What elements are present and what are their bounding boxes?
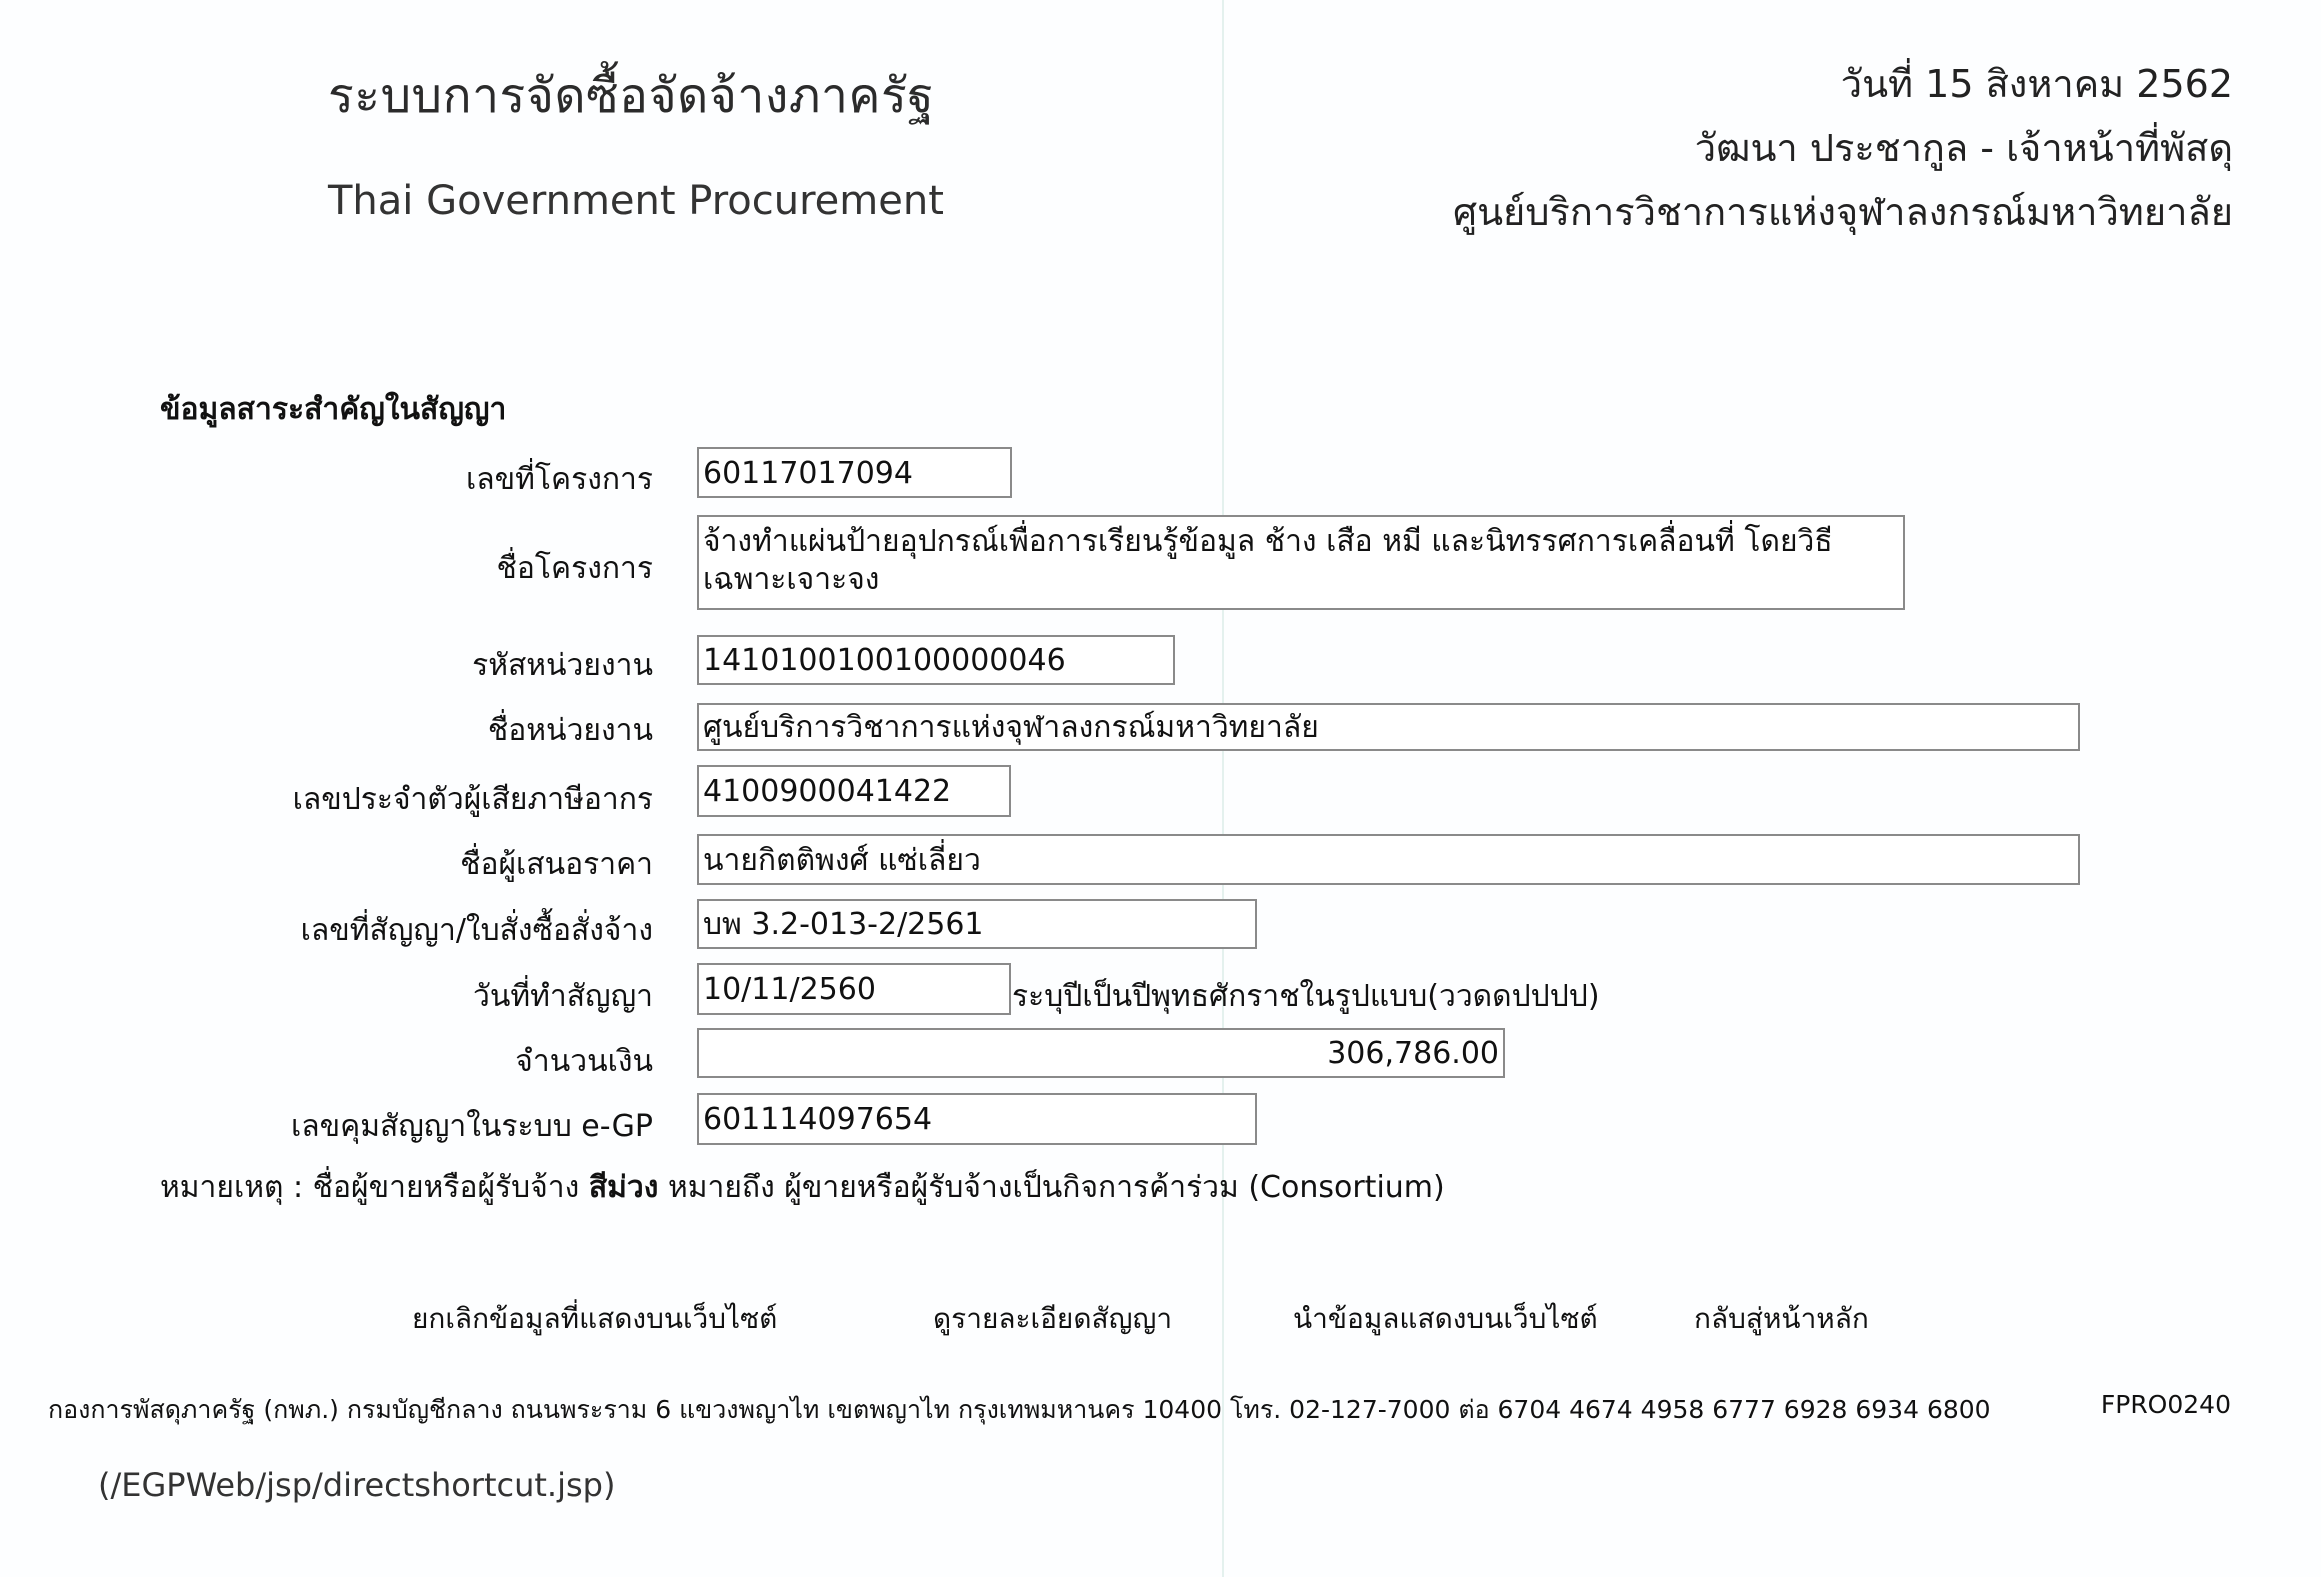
- egp-contract-no-field[interactable]: 601114097654: [697, 1093, 1257, 1145]
- project-no-field[interactable]: 60117017094: [697, 447, 1012, 498]
- project-no-label: เลขที่โครงการ: [466, 462, 653, 497]
- agency-code-field[interactable]: 1410100100100000046: [697, 635, 1175, 685]
- user-organization: ศูนย์บริการวิชาการแห่งจุฬาลงกรณ์มหาวิทยาลัย: [1452, 190, 2233, 234]
- project-name-label: ชื่อโครงการ: [496, 551, 653, 586]
- agency-code-label: รหัสหน่วยงาน: [472, 648, 653, 683]
- system-title-english: Thai Government Procurement: [328, 178, 944, 224]
- consortium-remark: [160, 1164, 1445, 1211]
- header-user-info: [1453, 52, 2233, 244]
- remark-prefix: หมายเหตุ : ชื่อผู้ขายหรือผู้รับจ้าง: [160, 1170, 589, 1205]
- contract-no-label: เลขที่สัญญา/ใบสั่งซื้อสั่งจ้าง: [300, 913, 653, 948]
- paper-fold-line: [1222, 0, 1224, 1577]
- project-name-field[interactable]: [697, 515, 1905, 610]
- footer-address: กองการพัสดุภาครัฐ (กพภ.) กรมบัญชีกลาง ถนนพระราม 6 แขวงพญาไท เขตพญาไท กรุงเทพมหานคร 10400 โทร. 02-127-7000 ต่อ 6704 4674 4958 6777 6928 6934 6800: [48, 1395, 1991, 1424]
- agency-name-label: ชื่อหน่วยงาน: [487, 713, 653, 748]
- section-title: ข้อมูลสาระสำคัญในสัญญา: [160, 392, 507, 427]
- contract-date-field[interactable]: 10/11/2560: [697, 963, 1011, 1015]
- remark-highlight: สีม่วง: [588, 1170, 659, 1205]
- contract-no-field[interactable]: บพ 3.2-013-2/2561: [697, 899, 1257, 949]
- amount-field[interactable]: 306,786.00: [697, 1028, 1505, 1078]
- taxpayer-id-field[interactable]: 4100900041422: [697, 765, 1011, 817]
- page-code: FPRO0240: [2100, 1390, 2231, 1419]
- print-date: วันที่ 15 สิงหาคม 2562: [1840, 62, 2233, 106]
- contract-date-label: วันที่ทำสัญญา: [472, 979, 653, 1014]
- system-title-thai: ระบบการจัดซื้อจัดจ้างภาครัฐ: [328, 68, 935, 124]
- project-name-line-1: จ้างทำแผ่นป้ายอุปกรณ์เพื่อการเรียนรู้ข้อมูล ช้าง เสือ หมี และนิทรรศการเคลื่อนที่ โดยวิธี: [703, 524, 1833, 559]
- bidder-name-field[interactable]: นายกิตติพงศ์ แซ่เลี่ยว: [697, 834, 2080, 885]
- amount-label: จำนวนเงิน: [515, 1044, 653, 1079]
- publish-link[interactable]: นำข้อมูลแสดงบนเว็บไซต์: [1293, 1302, 1598, 1335]
- back-home-link[interactable]: กลับสู่หน้าหลัก: [1694, 1302, 1869, 1335]
- taxpayer-id-label: เลขประจำตัวผู้เสียภาษีอากร: [292, 782, 653, 817]
- date-format-hint: ระบุปีเป็นปีพุทธศักราชในรูปแบบ(ววดดปปปป): [1012, 979, 1600, 1014]
- user-name-role: วัฒนา ประชากูล - เจ้าหน้าที่พัสดุ: [1694, 126, 2233, 170]
- page-url: (/EGPWeb/jsp/directshortcut.jsp): [98, 1466, 616, 1504]
- bidder-name-label: ชื่อผู้เสนอราคา: [460, 847, 653, 882]
- remark-suffix: หมายถึง ผู้ขายหรือผู้รับจ้างเป็นกิจการค้าร่วม (Consortium): [658, 1170, 1445, 1205]
- egp-contract-no-label: เลขคุมสัญญาในระบบ e-GP: [291, 1109, 653, 1144]
- agency-name-field[interactable]: ศูนย์บริการวิชาการแห่งจุฬาลงกรณ์มหาวิทยาลัย: [697, 703, 2080, 751]
- cancel-display-link[interactable]: ยกเลิกข้อมูลที่แสดงบนเว็บไซต์: [412, 1302, 778, 1335]
- project-name-line-2: เฉพาะเจาะจง: [703, 562, 880, 597]
- view-contract-link[interactable]: ดูรายละเอียดสัญญา: [933, 1302, 1173, 1335]
